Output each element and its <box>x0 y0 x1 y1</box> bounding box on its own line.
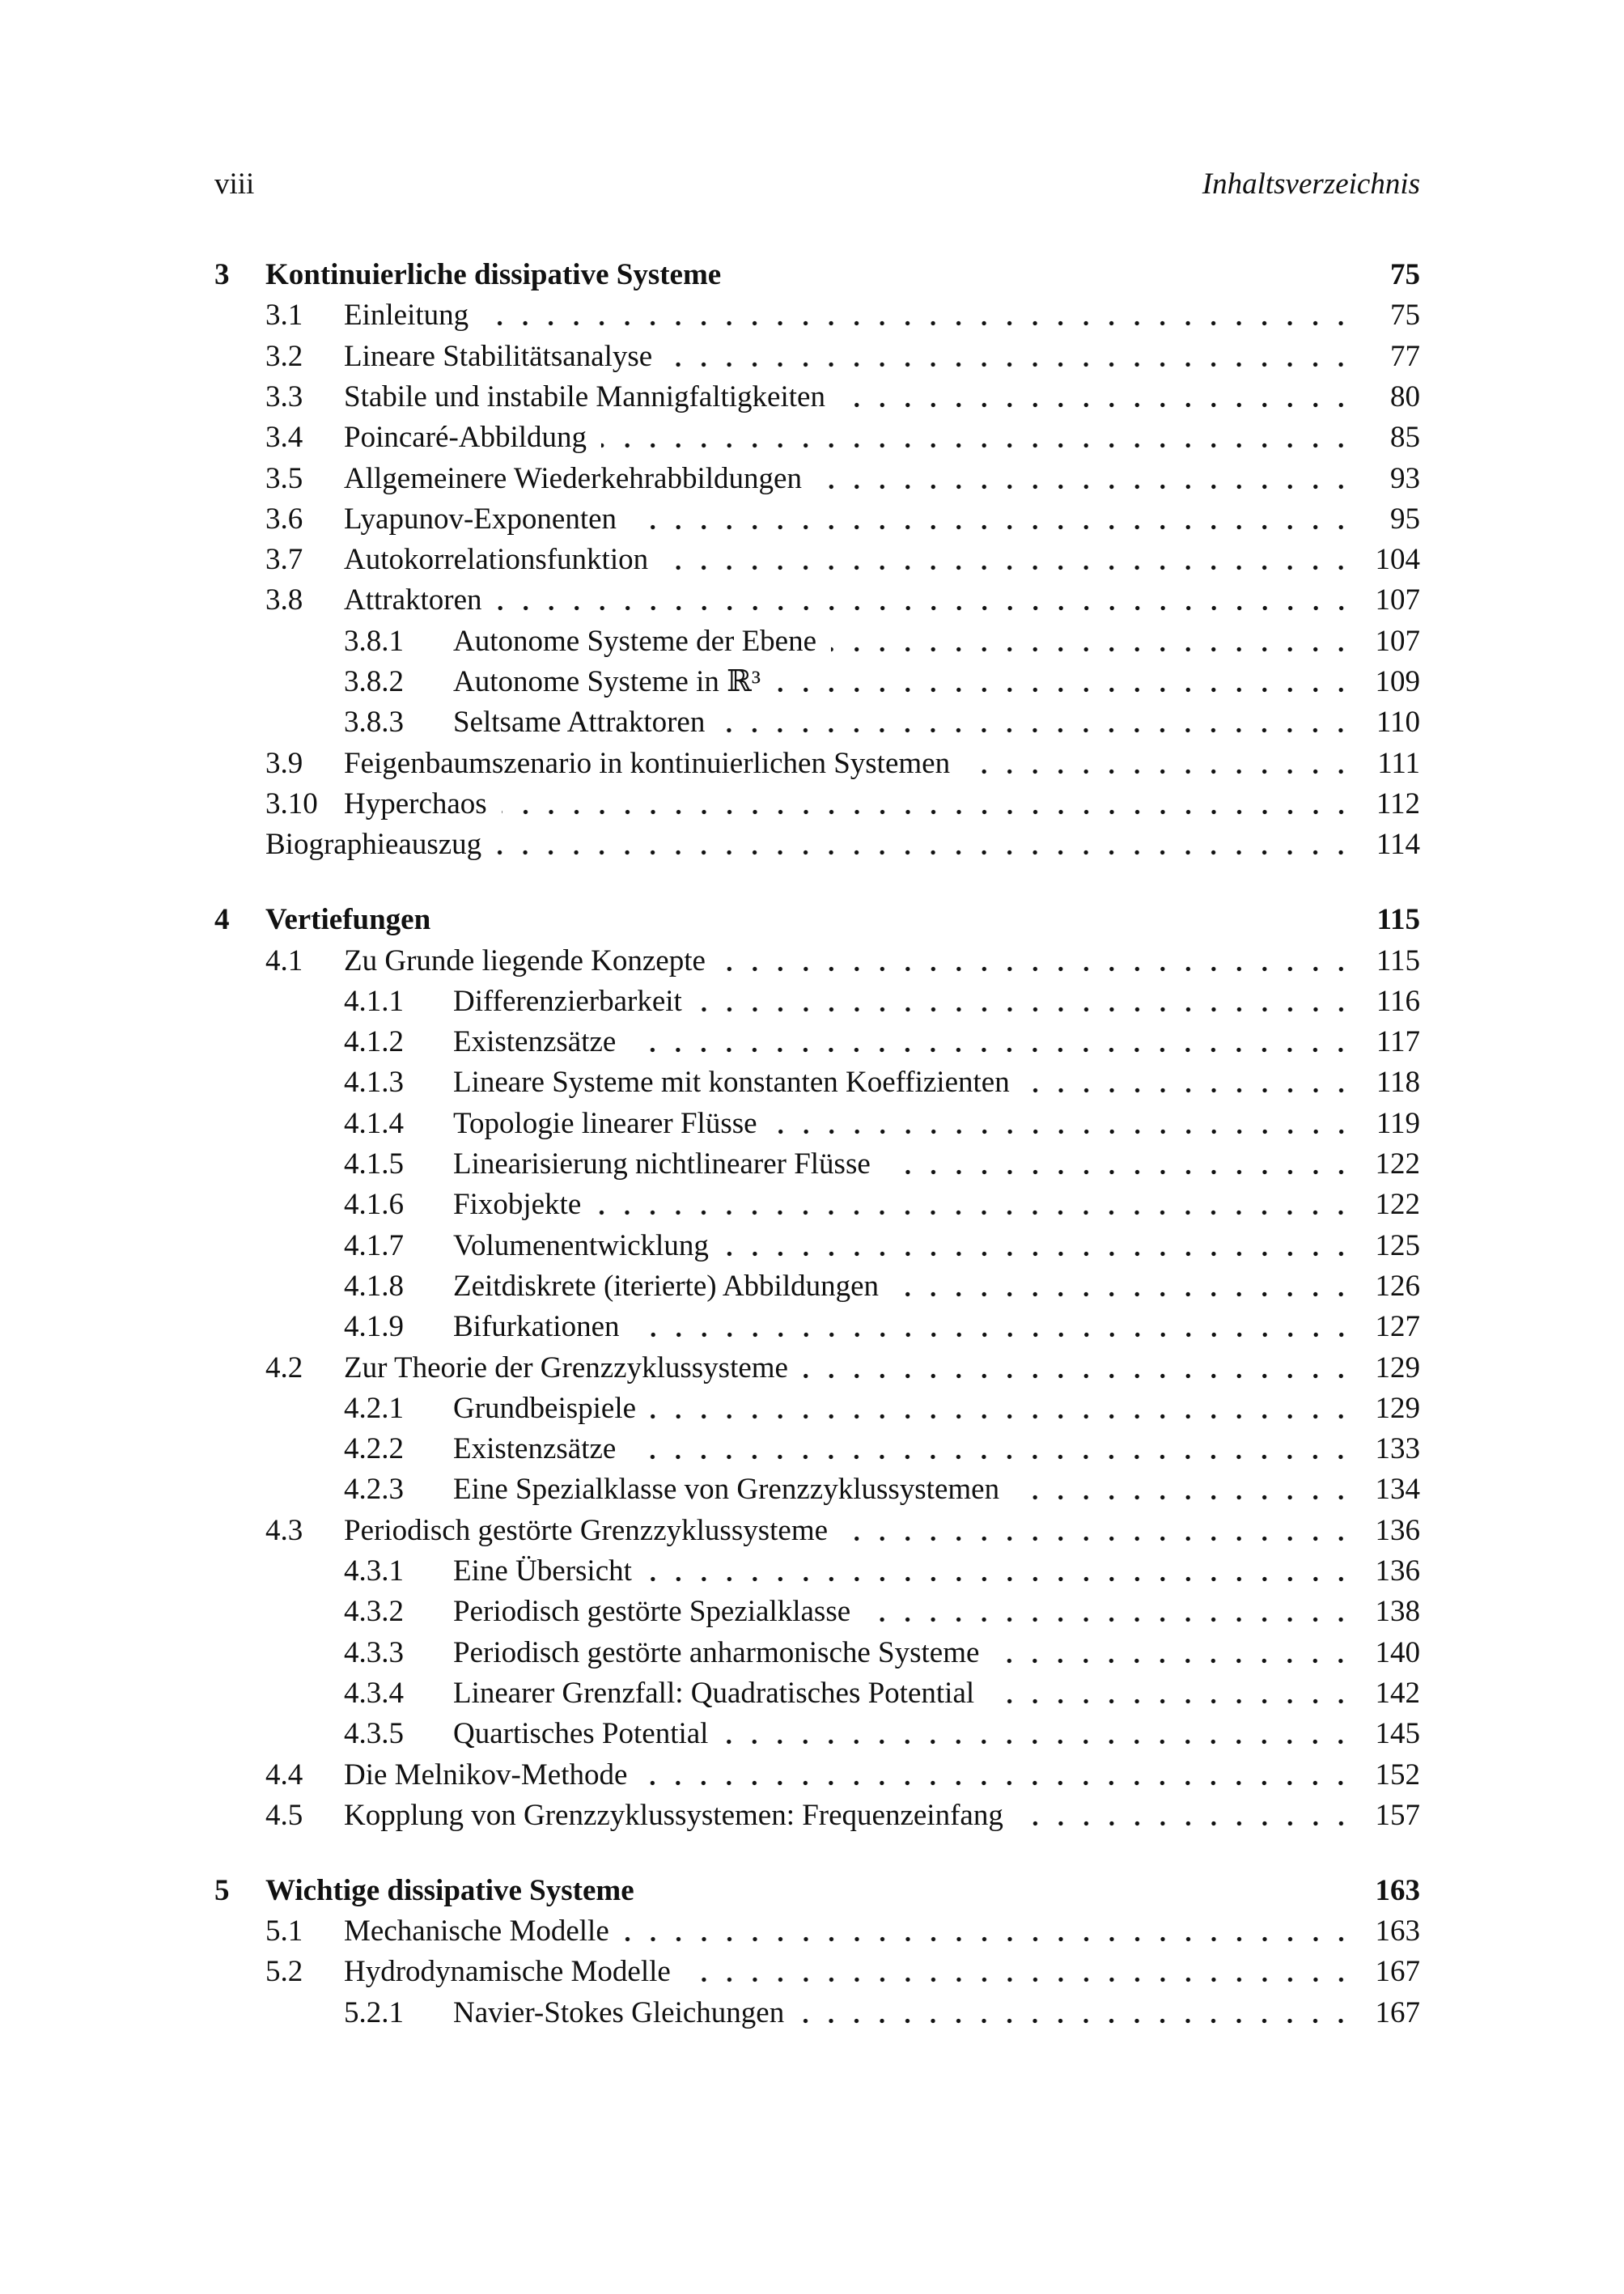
section-title: Quartisches Potential <box>453 1717 709 1751</box>
toc-entry-4.3[interactable] <box>214 1511 1420 1551</box>
page-ref: 95 <box>1390 502 1420 536</box>
toc-entry-4.5[interactable] <box>214 1796 1420 1836</box>
page-ref: 107 <box>1375 624 1420 658</box>
toc-chapter-3[interactable] <box>214 255 1420 295</box>
entry-title-line <box>344 295 1420 336</box>
page-ref: 77 <box>1390 339 1420 373</box>
page-ref: 167 <box>1375 1955 1420 1989</box>
section-title: Lyapunov-Exponenten <box>344 502 617 536</box>
section-title: Mechanische Modelle <box>344 1914 609 1948</box>
section-number: 4.1.7 <box>344 1228 404 1262</box>
section-title: Hyperchaos <box>344 787 487 820</box>
chapter-number: 3 <box>214 258 230 291</box>
section-number: 4.1.1 <box>344 984 404 1018</box>
section-title: Biographieauszug <box>265 828 482 862</box>
page-ref: 117 <box>1376 1025 1420 1059</box>
entry-title-line <box>453 1551 1420 1592</box>
toc-entry-3.3[interactable] <box>214 377 1420 418</box>
dot-leader <box>720 941 1354 982</box>
entry-title-line <box>453 1592 1420 1632</box>
toc-entry-4.3.3[interactable] <box>214 1633 1420 1673</box>
section-title: Autonome Systeme in ℝ³ <box>453 665 761 698</box>
entry-title-line <box>453 1022 1420 1062</box>
section-title: Periodisch gestörte Spezialklasse <box>453 1595 851 1629</box>
section-number: 3.10 <box>265 787 318 820</box>
section-number: 4.3.1 <box>344 1554 404 1588</box>
page-ref: 152 <box>1375 1758 1420 1792</box>
section-number: 4.2.2 <box>344 1432 404 1466</box>
entry-title-line <box>453 1389 1420 1429</box>
entry-title-line <box>344 459 1420 499</box>
dot-leader <box>840 377 1354 418</box>
page-ref: 129 <box>1375 1391 1420 1425</box>
toc-entry-3.10[interactable] <box>214 784 1420 825</box>
toc-entry-4.1.3[interactable] <box>214 1062 1420 1103</box>
chapter-title: Wichtige dissipative Systeme <box>265 1873 634 1907</box>
section-title: Existenzsätze <box>453 1432 617 1466</box>
section-title: Autonome Systeme der Ebene <box>453 624 817 658</box>
dot-leader <box>816 459 1354 499</box>
dot-leader <box>647 1551 1354 1592</box>
section-number: 5.2 <box>265 1955 303 1989</box>
page-ref: 125 <box>1375 1228 1420 1262</box>
dot-leader <box>989 1673 1354 1714</box>
dot-leader <box>775 662 1354 702</box>
entry-title-line <box>453 1185 1420 1225</box>
dot-leader <box>723 1714 1354 1754</box>
dot-leader <box>685 1952 1354 1992</box>
section-number: 4.1 <box>265 943 303 977</box>
toc-entry-5.1[interactable] <box>214 1911 1420 1952</box>
section-title: Navier-Stokes Gleichungen <box>453 1995 785 2029</box>
entry-title-line <box>453 702 1420 743</box>
page-ref: 107 <box>1375 583 1420 617</box>
dot-leader <box>483 295 1354 336</box>
entry-title-line <box>453 1144 1420 1185</box>
toc-entry-3.8.3[interactable] <box>214 702 1420 743</box>
dot-leader <box>634 1307 1354 1347</box>
dot-leader <box>642 1755 1354 1796</box>
section-title: Hydrodynamische Modelle <box>344 1955 671 1989</box>
page-ref: 85 <box>1390 421 1420 455</box>
toc-chapter-4[interactable] <box>214 900 1420 940</box>
section-title: Seltsame Attraktoren <box>453 706 706 740</box>
page-ref: 167 <box>1375 1995 1420 2029</box>
toc-entry-3.8[interactable] <box>214 580 1420 621</box>
section-number: 4.1.3 <box>344 1066 404 1100</box>
section-number: 3.4 <box>265 421 303 455</box>
dot-leader <box>865 1592 1354 1632</box>
page-ref: 114 <box>1376 828 1420 862</box>
section-number: 4.3.2 <box>344 1595 404 1629</box>
section-title: Poincaré-Abbildung <box>344 421 587 455</box>
entry-title-line <box>453 1062 1420 1103</box>
dot-leader <box>651 1389 1354 1429</box>
entry-title-line <box>453 1307 1420 1347</box>
dot-leader <box>772 1104 1354 1144</box>
dot-leader <box>596 1185 1354 1225</box>
entry-title-line <box>344 941 1420 982</box>
section-number: 4.2.1 <box>344 1391 404 1425</box>
entry-title-line <box>344 1952 1420 1992</box>
toc-entry-4.2.2[interactable] <box>214 1429 1420 1469</box>
entry-title-line <box>344 744 1420 784</box>
entry-title-line <box>453 1993 1420 2033</box>
section-number: 4.1.4 <box>344 1106 404 1140</box>
page-ref: 115 <box>1376 903 1420 937</box>
entry-title-line <box>344 1755 1420 1796</box>
chapter-number: 5 <box>214 1873 230 1907</box>
dot-leader <box>601 418 1354 458</box>
dot-leader <box>445 900 1354 940</box>
page-ref: 129 <box>1375 1351 1420 1384</box>
page-ref: 145 <box>1375 1717 1420 1751</box>
page-ref: 163 <box>1375 1914 1420 1948</box>
section-number: 4.4 <box>265 1758 303 1792</box>
toc-entry-4.1.6[interactable] <box>214 1185 1420 1225</box>
entry-title-line <box>453 1266 1420 1307</box>
page-ref: 104 <box>1375 543 1420 577</box>
chapter-title: Kontinuierliche dissipative Systeme <box>265 258 722 291</box>
section-title: Einleitung <box>344 299 469 333</box>
section-title: Zeitdiskrete (iterierte) Abbildungen <box>453 1269 880 1303</box>
entry-title-line <box>453 1633 1420 1673</box>
page-ref: 138 <box>1375 1595 1420 1629</box>
toc-entry-4.1[interactable] <box>214 941 1420 982</box>
section-title: Eine Spezialklasse von Grenzzyklussystemen <box>453 1473 1000 1507</box>
page-ref: 93 <box>1390 461 1420 495</box>
page-ref: 157 <box>1375 1798 1420 1832</box>
toc-entry-4.1.9[interactable] <box>214 1307 1420 1347</box>
toc-entry-3.6[interactable] <box>214 499 1420 540</box>
section-title: Feigenbaumszenario in kontinuierlichen Systemen <box>344 746 951 780</box>
dot-leader <box>736 255 1354 295</box>
entry-title-line <box>453 1429 1420 1469</box>
toc-entry-4.2.1[interactable] <box>214 1389 1420 1429</box>
toc-entry-3.2[interactable] <box>214 337 1420 377</box>
page-ref: 118 <box>1376 1066 1420 1100</box>
entry-title-line <box>453 1673 1420 1714</box>
section-number: 4.5 <box>265 1798 303 1832</box>
section-number: 4.1.9 <box>344 1310 404 1344</box>
dot-leader <box>831 621 1354 662</box>
section-title: Differenzierbarkeit <box>453 984 682 1018</box>
toc-entry-4.1.8[interactable] <box>214 1266 1420 1307</box>
section-title: Linearisierung nichtlinearer Flüsse <box>453 1147 871 1181</box>
section-number: 3.2 <box>265 339 303 373</box>
dot-leader <box>803 1348 1354 1389</box>
dot-leader <box>624 1911 1354 1952</box>
entry-title-line <box>344 540 1420 580</box>
section-title: Grundbeispiele <box>453 1391 637 1425</box>
section-title: Stabile und instabile Mannigfaltigkeiten <box>344 380 825 413</box>
dot-leader <box>1024 1062 1354 1103</box>
section-number: 5.1 <box>265 1914 303 1948</box>
dot-leader <box>496 825 1354 865</box>
entry-title-line <box>265 1871 1420 1911</box>
entry-title-line <box>453 621 1420 662</box>
page-ref: 110 <box>1376 706 1420 740</box>
toc-entry-4.3.2[interactable] <box>214 1592 1420 1632</box>
toc-entry-3.8.1[interactable] <box>214 621 1420 662</box>
entry-title-line <box>453 982 1420 1022</box>
section-number: 4.1.5 <box>344 1147 404 1181</box>
page-ref: 116 <box>1376 984 1420 1018</box>
section-number: 3.8.1 <box>344 624 404 658</box>
entry-title-line <box>344 1911 1420 1952</box>
chapter-title: Vertiefungen <box>265 903 431 937</box>
section-title: Periodisch gestörte anharmonische Systeme <box>453 1635 980 1669</box>
toc-entry-3.1[interactable] <box>214 295 1420 336</box>
dot-leader <box>842 1511 1354 1551</box>
section-number: 3.6 <box>265 502 303 536</box>
section-number: 3.8.3 <box>344 706 404 740</box>
dot-leader <box>667 337 1354 377</box>
entry-title-line <box>453 1714 1420 1754</box>
section-title: Lineare Stabilitätsanalyse <box>344 339 653 373</box>
page-ref: 109 <box>1375 665 1420 698</box>
section-title: Zur Theorie der Grenzzyklussysteme <box>344 1351 788 1384</box>
page-ref: 115 <box>1376 943 1420 977</box>
section-number: 4.2.3 <box>344 1473 404 1507</box>
section-number: 5.2.1 <box>344 1995 404 2029</box>
section-title: Topologie linearer Flüsse <box>453 1106 757 1140</box>
entry-title-line <box>344 499 1420 540</box>
entry-title-line <box>344 337 1420 377</box>
toc-entry-4.2[interactable] <box>214 1348 1420 1389</box>
entry-title-line <box>344 377 1420 418</box>
section-title: Bifurkationen <box>453 1310 620 1344</box>
section-number: 4.1.6 <box>344 1188 404 1222</box>
section-number: 4.3.3 <box>344 1635 404 1669</box>
entry-title-line <box>344 784 1420 825</box>
dot-leader <box>663 540 1354 580</box>
toc-entry-4.1.2[interactable] <box>214 1022 1420 1062</box>
section-number: 3.9 <box>265 746 303 780</box>
toc-entry-4.3.4[interactable] <box>214 1673 1420 1714</box>
page-number: viii <box>214 167 255 201</box>
section-number: 3.8 <box>265 583 303 617</box>
toc-entry-5.2.1[interactable] <box>214 1993 1420 2033</box>
page-ref: 75 <box>1390 299 1420 333</box>
dot-leader <box>497 580 1354 621</box>
section-number: 3.7 <box>265 543 303 577</box>
toc-entry-4.3.5[interactable] <box>214 1714 1420 1754</box>
section-title: Volumenentwicklung <box>453 1228 709 1262</box>
section-number: 4.3.4 <box>344 1676 404 1710</box>
entry-title-line <box>344 418 1420 458</box>
dot-leader <box>502 784 1354 825</box>
dot-leader <box>723 1226 1354 1266</box>
section-number: 4.3.5 <box>344 1717 404 1751</box>
section-title: Eine Übersicht <box>453 1554 632 1588</box>
toc-entry-3.7[interactable] <box>214 540 1420 580</box>
entry-title-line <box>453 1226 1420 1266</box>
section-number: 3.5 <box>265 461 303 495</box>
entry-title-line <box>344 1348 1420 1389</box>
dot-leader <box>885 1144 1354 1185</box>
section-title: Zu Grunde liegende Konzepte <box>344 943 706 977</box>
entry-title-line <box>344 1796 1420 1836</box>
chapter-number: 4 <box>214 903 230 937</box>
page-ref: 119 <box>1376 1106 1420 1140</box>
toc-entry-4.1.4[interactable] <box>214 1104 1420 1144</box>
page-ref: 134 <box>1375 1473 1420 1507</box>
page-ref: 80 <box>1390 380 1420 413</box>
dot-leader <box>965 744 1354 784</box>
section-number: 4.1.8 <box>344 1269 404 1303</box>
dot-leader <box>1018 1796 1354 1836</box>
toc-entry-4.1.7[interactable] <box>214 1226 1420 1266</box>
dot-leader <box>630 1429 1354 1469</box>
toc-entry-3.4[interactable] <box>214 418 1420 458</box>
entry-title-line <box>344 580 1420 621</box>
page-ref: 140 <box>1375 1635 1420 1669</box>
section-title: Lineare Systeme mit konstanten Koeffizienten <box>453 1066 1010 1100</box>
toc-chapter-5[interactable] <box>214 1871 1420 1911</box>
entry-title-line <box>453 1469 1420 1510</box>
page-ref: 111 <box>1377 746 1420 780</box>
entry-title-line <box>265 900 1420 940</box>
dot-leader <box>630 1022 1354 1062</box>
toc-entry-4.1.1[interactable] <box>214 982 1420 1022</box>
running-title: Inhaltsverzeichnis <box>1202 167 1420 201</box>
dot-leader <box>719 702 1354 743</box>
dot-leader <box>631 499 1354 540</box>
page-ref: 133 <box>1375 1432 1420 1466</box>
toc-entry-4.1.5[interactable] <box>214 1144 1420 1185</box>
page-ref: 75 <box>1390 258 1420 291</box>
toc-entry-3.5[interactable] <box>214 459 1420 499</box>
page-ref: 142 <box>1375 1676 1420 1710</box>
section-title: Linearer Grenzfall: Quadratisches Potential <box>453 1676 975 1710</box>
section-number: 4.2 <box>265 1351 303 1384</box>
section-title: Kopplung von Grenzzyklussystemen: Frequenzeinfang <box>344 1798 1003 1832</box>
page-ref: 163 <box>1375 1873 1420 1907</box>
section-number: 3.1 <box>265 299 303 333</box>
toc-entry-3.8.2[interactable] <box>214 662 1420 702</box>
toc-entry-biographieauszug[interactable] <box>214 825 1420 865</box>
page-ref: 136 <box>1375 1554 1420 1588</box>
toc-entry-4.2.3[interactable] <box>214 1469 1420 1510</box>
page-ref: 126 <box>1375 1269 1420 1303</box>
entry-title-line <box>344 1511 1420 1551</box>
section-number: 3.3 <box>265 380 303 413</box>
dot-leader <box>1014 1469 1354 1510</box>
dot-leader <box>697 982 1354 1022</box>
page-ref: 122 <box>1375 1147 1420 1181</box>
toc-entry-4.3.1[interactable] <box>214 1551 1420 1592</box>
entry-title-line <box>453 1104 1420 1144</box>
dot-leader <box>994 1633 1354 1673</box>
entry-title-line <box>265 255 1420 295</box>
section-title: Existenzsätze <box>453 1025 617 1059</box>
section-title: Autokorrelationsfunktion <box>344 543 649 577</box>
page-ref: 136 <box>1375 1513 1420 1547</box>
entry-title-line <box>453 662 1420 702</box>
section-title: Fixobjekte <box>453 1188 582 1222</box>
section-title: Attraktoren <box>344 583 482 617</box>
toc-entry-3.9[interactable] <box>214 744 1420 784</box>
dot-leader <box>649 1871 1354 1911</box>
toc-entry-4.4[interactable] <box>214 1755 1420 1796</box>
section-number: 3.8.2 <box>344 665 404 698</box>
dot-leader <box>893 1266 1354 1307</box>
section-number: 4.3 <box>265 1513 303 1547</box>
entry-title-line <box>265 825 1420 865</box>
section-number: 4.1.2 <box>344 1025 404 1059</box>
page-ref: 127 <box>1375 1310 1420 1344</box>
page-ref: 112 <box>1376 787 1420 820</box>
section-title: Periodisch gestörte Grenzzyklussysteme <box>344 1513 829 1547</box>
page-ref: 122 <box>1375 1188 1420 1222</box>
section-title: Die Melnikov-Methode <box>344 1758 628 1792</box>
toc-entry-5.2[interactable] <box>214 1952 1420 1992</box>
section-title: Allgemeinere Wiederkehrabbildungen <box>344 461 802 495</box>
dot-leader <box>799 1993 1354 2033</box>
